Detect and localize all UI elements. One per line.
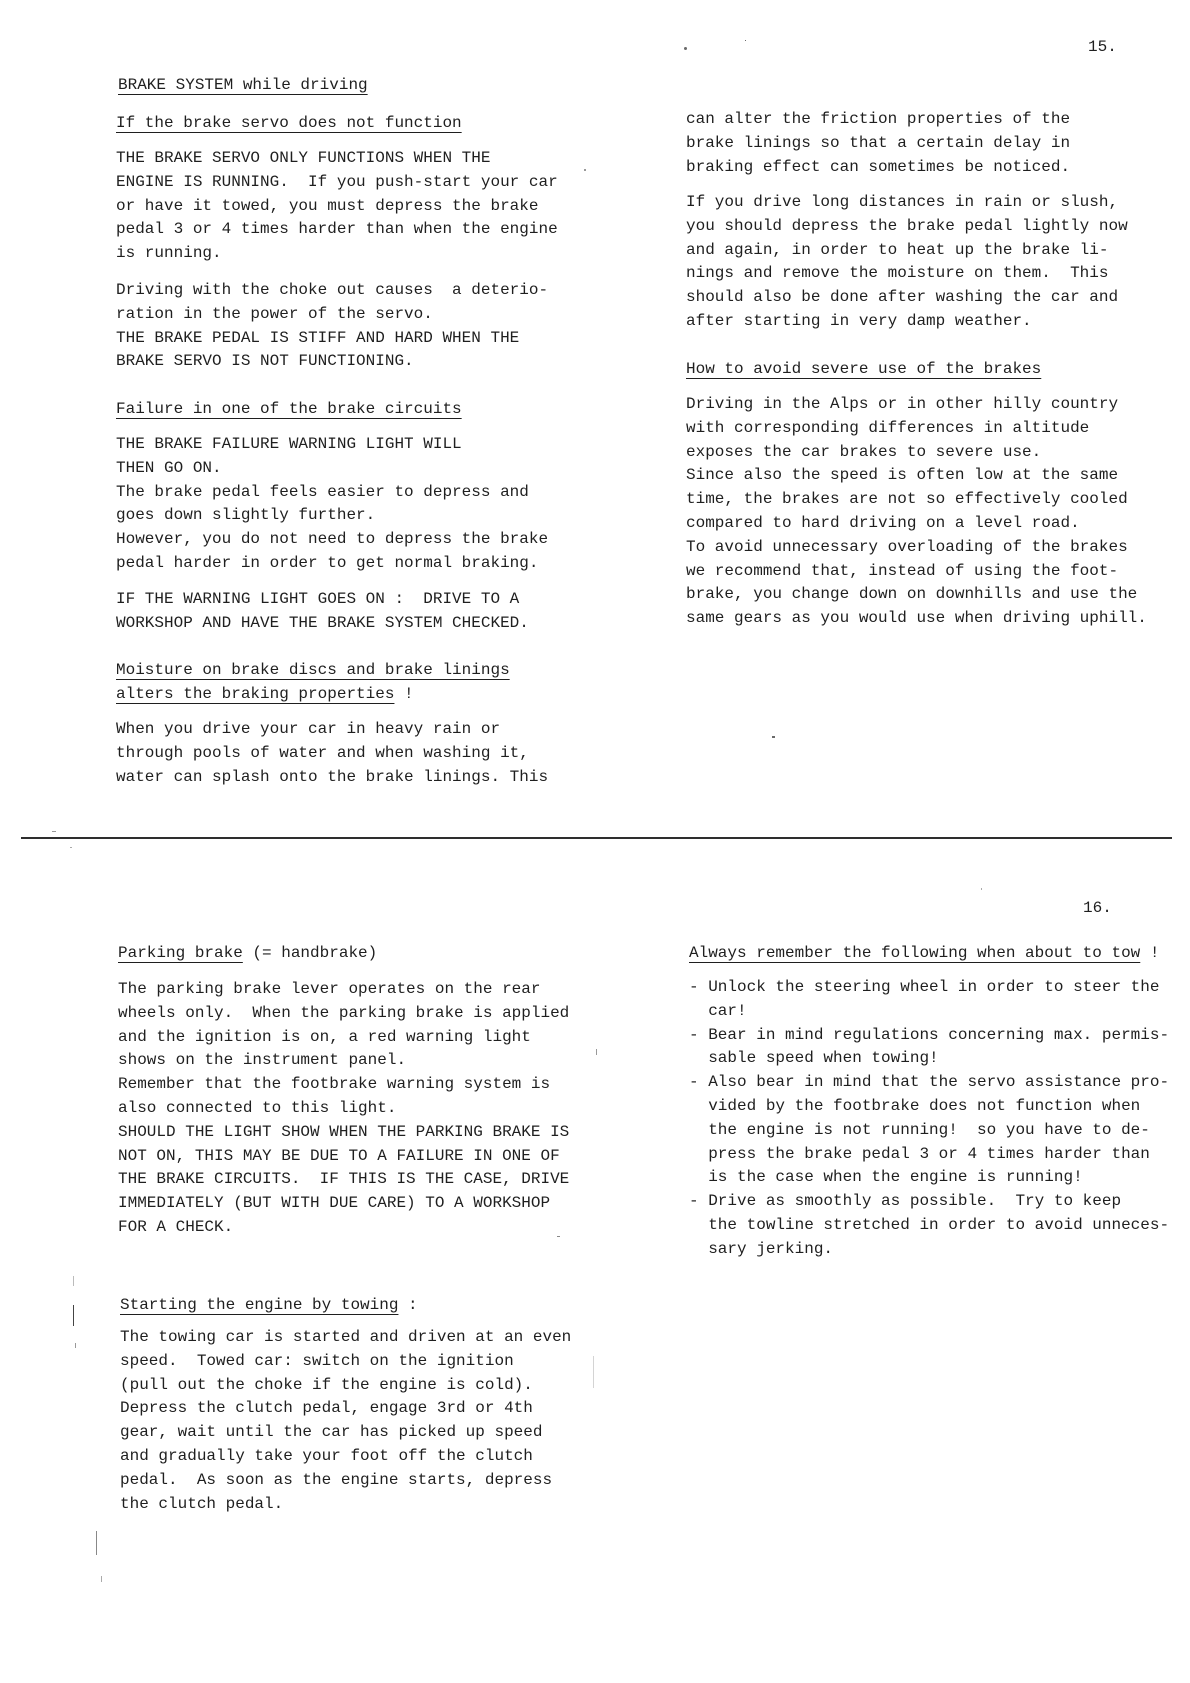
- scan-artifact: [684, 47, 687, 50]
- scan-artifact: [745, 40, 746, 41]
- paragraph-failure-warning-light: THE BRAKE FAILURE WARNING LIGHT WILL THEN GO ON. The brake pedal feels easier to depress and goes down slightly further. However, you do not need to depress the brake pedal harder in order to get normal braking.: [116, 435, 549, 572]
- scan-artifact: [772, 736, 775, 738]
- heading-tow-start: [120, 1294, 418, 1318]
- heading-brake-circuit-failure: Failure in one of the brake circuits: [116, 400, 462, 418]
- heading-severe-use: How to avoid severe use of the brakes: [686, 360, 1042, 378]
- scan-artifact: [70, 847, 72, 848]
- heading-parking-brake-suffix: (= handbrake): [252, 944, 378, 962]
- scan-artifact: [596, 1049, 597, 1055]
- heading-tow-reminder: [689, 942, 1159, 966]
- heading-tow-start-suffix: :: [408, 1296, 418, 1314]
- paragraph-drive-to-workshop: IF THE WARNING LIGHT GOES ON : DRIVE TO A WORKSHOP AND HAVE THE BRAKE SYSTEM CHECKED.: [116, 590, 529, 632]
- paragraph-servo-engine-running: THE BRAKE SERVO ONLY FUNCTIONS WHEN THE ENGINE IS RUNNING. If you push-start your car or have it towed, you must depress the brake pedal 3 or 4 times harder than when the engine is running.: [116, 149, 558, 263]
- page-16: [0, 840, 1190, 1683]
- scan-artifact: [101, 1576, 102, 1582]
- heading-parking-brake-label: Parking brake: [118, 944, 243, 962]
- heading-tow-start-label: Starting the engine by towing: [120, 1296, 399, 1314]
- section-title: BRAKE SYSTEM while driving: [118, 76, 368, 94]
- list-item: - Drive as smoothly as possible. Try to keep the towline stretched in order to avoid unneces- sary jerking.: [689, 1192, 1170, 1258]
- heading-tow-reminder-label: Always remember the following when about to tow: [689, 944, 1141, 962]
- paragraph-moisture-rain: When you drive your car in heavy rain or through pools of water and when washing it, water can splash onto the brake linings. This: [116, 720, 549, 786]
- heading-parking-brake: [118, 942, 377, 966]
- scan-artifact: [75, 1343, 76, 1348]
- heading-moisture-line-2: alters the braking properties: [116, 684, 395, 703]
- paragraph-tow-start: The towing car is started and driven at an even speed. Towed car: switch on the ignition (pull out the choke if the engine is cold). Depress the clutch pedal, engage 3rd or 4th gear, wait until the car has picked up speed and gradually take your foot off the clutch pedal. As soon as the engine starts, depress the clutch pedal.: [120, 1328, 572, 1513]
- list-item: - Also bear in mind that the servo assistance pro- vided by the footbrake does not function when the engine is not running! so you have to de- press the brake pedal 3 or 4 times harder than is the case when the engine is running!: [689, 1073, 1170, 1187]
- tow-reminder-list: [689, 976, 1169, 1262]
- paragraph-rain-slush: If you drive long distances in rain or slush, you should depress the brake pedal lightly now and again, in order to heat up the brake li- nings and remove the moisture on them. This should also be done after washing the car and after starting in very damp weather.: [686, 193, 1128, 330]
- paragraph-choke-out: Driving with the choke out causes a deterio- ration in the power of the servo. THE BRAKE PEDAL IS STIFF AND HARD WHEN THE BRAKE SERVO IS NOT FUNCTIONING.: [116, 281, 549, 371]
- scan-artifact: [584, 169, 586, 171]
- scan-artifact: [96, 1531, 97, 1555]
- page-number: 15.: [1088, 38, 1117, 56]
- page-divider: [21, 837, 1172, 839]
- list-item: - Unlock the steering wheel in order to steer the car!: [689, 978, 1160, 1020]
- heading-tow-reminder-suffix: !: [1149, 944, 1160, 962]
- heading-moisture: [116, 659, 510, 707]
- paragraph-moisture-continued: can alter the friction properties of the brake linings so that a certain delay in braking effect can sometimes be noticed.: [686, 110, 1071, 176]
- scan-artifact: [593, 1356, 594, 1388]
- heading-moisture-line-1: Moisture on brake discs and brake linings: [116, 661, 510, 679]
- page-15: [0, 0, 1190, 836]
- heading-brake-servo: If the brake servo does not function: [116, 114, 462, 132]
- scan-artifact: [52, 831, 56, 832]
- paragraph-parking-brake: The parking brake lever operates on the rear wheels only. When the parking brake is applied and the ignition is on, a red warning light shows on the instrument panel. Remember that the footbrake warning system is also connected to this light. SHOULD THE LIGHT SHOW WHEN THE PARKING BRAKE IS NOT ON, THIS MAY BE DUE TO A FAILURE IN ONE OF THE BRAKE CIRCUITS. IF THIS IS THE CASE, DRIVE IMMEDIATELY (BUT WITH DUE CARE) TO A WORKSHOP FOR A CHECK.: [118, 980, 570, 1236]
- scan-artifact: [557, 1236, 560, 1237]
- scan-artifact: [981, 888, 982, 890]
- heading-moisture-suffix: !: [404, 684, 414, 703]
- scan-artifact: [73, 1276, 74, 1286]
- paragraph-alps-driving: Driving in the Alps or in other hilly country with corresponding differences in altitude exposes the car brakes to severe use. Since also the speed is often low at the same time, the brakes are not so effectively cooled compared to hard driving on a level road. To avoid unnecessary overloading of the brakes we recommend that, instead of using the foot- brake, you change down on downhills and use the same gears as you would use when driving uphill.: [686, 395, 1147, 628]
- list-item: - Bear in mind regulations concerning max. permis- sable speed when towing!: [689, 1025, 1170, 1068]
- page-number: 16.: [1083, 899, 1112, 917]
- scan-artifact: [73, 1305, 74, 1326]
